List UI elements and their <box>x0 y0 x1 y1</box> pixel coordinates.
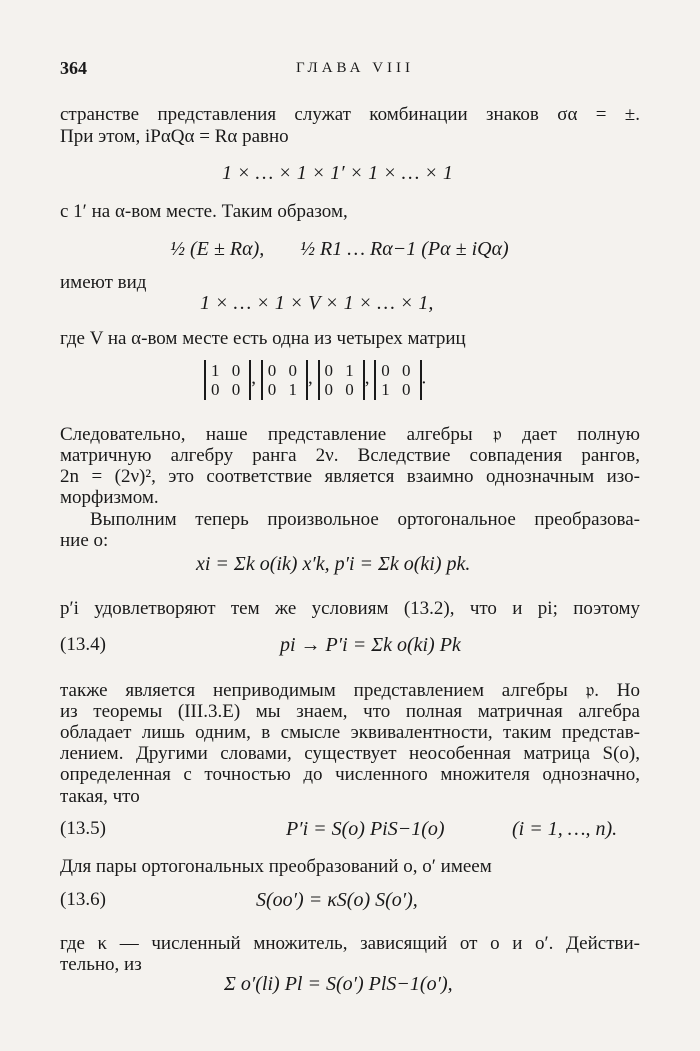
equation-label: (13.4) <box>60 634 106 655</box>
text-line: где κ — численный множитель, зависящий от o и o′. Действи- <box>60 933 640 954</box>
text-line: обладает лишь одним, в смысле эквивалентности, таким представ- <box>60 722 640 743</box>
equation: ½ (E ± Rα), <box>170 238 265 260</box>
matrix-list: 1 0 0 0 , 0 0 0 1 , 0 1 0 0 , 0 0 1 0 . <box>204 360 426 400</box>
equation: 1 × … × 1 × V × 1 × … × 1, <box>200 292 434 314</box>
equation: pi → P′i = Σk o(ki) Pk <box>280 634 461 656</box>
matrix: 1 0 0 0 <box>204 360 251 400</box>
matrix: 0 1 0 0 <box>318 360 365 400</box>
text-line: 2n = (2ν)², это соответствие является взаимно однозначным изо- <box>60 466 640 487</box>
equation: Σ o′(li) Pl = S(o′) PlS−1(o′), <box>224 973 453 995</box>
text-line: странстве представления служат комбинации знаков σα = ±. <box>60 104 640 125</box>
matrix: 0 0 0 1 <box>261 360 308 400</box>
equation-condition: (i = 1, …, n). <box>512 818 618 840</box>
text-line: матричную алгебру ранга 2ν. Вследствие совпадения рангов, <box>60 445 640 466</box>
text-line: из теоремы (III.3.E) мы знаем, что полная матричная алгебра <box>60 701 640 722</box>
text-line: Для пары ортогональных преобразований o, o′ имеем <box>60 856 492 877</box>
equation: P′i = S(o) PiS−1(o) <box>286 818 445 840</box>
equation-label: (13.6) <box>60 889 106 910</box>
equation: S(oo′) = κS(o) S(o′), <box>256 889 418 911</box>
text-line: также является неприводимым представлением алгебры 𝔭. Но <box>60 680 640 701</box>
equation: 1 × … × 1 × 1′ × 1 × … × 1 <box>222 162 453 184</box>
text-line: определенная с точностью до численного множителя однозначно, <box>60 764 640 785</box>
text-line: При этом, iPαQα = Rα равно <box>60 126 289 147</box>
equation: ½ R1 … Rα−1 (Pα ± iQα) <box>300 238 509 260</box>
text-line: Выполним теперь произвольное ортогональное преобразова- <box>90 509 640 530</box>
text-line: ние o: <box>60 530 109 551</box>
text-line: Следовательно, наше представление алгебры 𝔭 дает полную <box>60 424 640 445</box>
text-line: лением. Другими словами, существует неособенная матрица S(o), <box>60 743 640 764</box>
text-line: морфизмом. <box>60 487 159 508</box>
text-line: такая, что <box>60 786 140 807</box>
page-number: 364 <box>60 58 87 78</box>
text-line: p′i удовлетворяют тем же условиям (13.2), что и pi; поэтому <box>60 598 640 619</box>
text-line: с 1′ на α-вом месте. Таким образом, <box>60 201 348 222</box>
equation: xi = Σk o(ik) x′k, p′i = Σk o(ki) pk. <box>196 553 471 575</box>
text-line: имеют вид <box>60 272 147 293</box>
equation-label: (13.5) <box>60 818 106 839</box>
text-line: где V на α-вом месте есть одна из четырех матриц <box>60 328 466 349</box>
text-line: тельно, из <box>60 954 142 975</box>
chapter-title: ГЛАВА VIII <box>296 60 415 76</box>
matrix: 0 0 1 0 <box>374 360 421 400</box>
